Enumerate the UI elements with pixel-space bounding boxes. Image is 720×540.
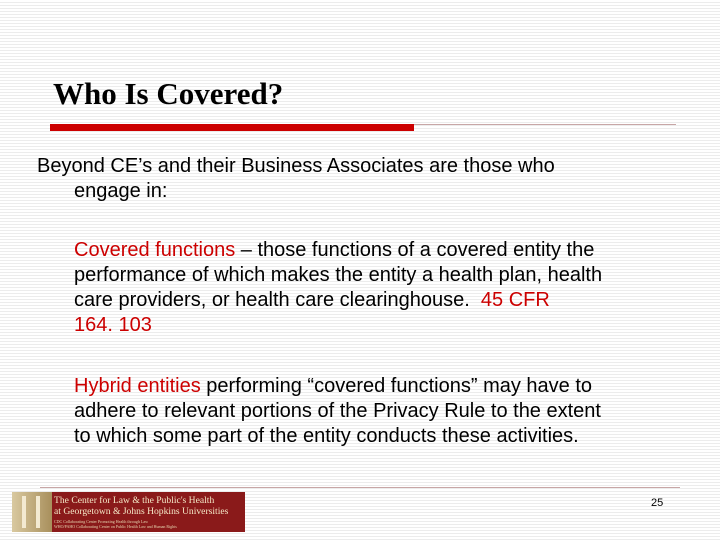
block2-line-1 [74, 374, 689, 399]
logo-line-1: The Center for Law & the Public's Health [54, 495, 215, 506]
cfr-reference-section: 164. 103 [74, 314, 152, 336]
intro-line-1: Beyond CE’s and their Business Associates are those who [37, 155, 555, 177]
logo-line-2: at Georgetown & Johns Hopkins Universities [54, 506, 229, 517]
title-underline-gray [414, 124, 676, 125]
block1-line-2: performance of which makes the entity a health plan, health [74, 264, 603, 286]
footer-divider [40, 487, 680, 488]
hybrid-entities-term: Hybrid entities [74, 375, 201, 397]
covered-functions-paragraph [74, 238, 689, 338]
cfr-reference: 45 CFR [480, 289, 550, 311]
slide-title: Who Is Covered? [53, 76, 284, 111]
block2-line-1-rest: performing “covered functions” may have to [200, 375, 593, 397]
column-emblem-icon [12, 492, 52, 532]
intro-paragraph [37, 154, 677, 204]
block1-line-1 [74, 238, 689, 263]
hybrid-entities-paragraph [74, 374, 689, 449]
block1-line-3 [74, 288, 689, 313]
block2-line-2: adhere to relevant portions of the Privacy Rule to the extent [74, 400, 601, 422]
block1-line-3-text: care providers, or health care clearinghouse. [74, 289, 481, 311]
logo-line-3: CDC Collaborating Center Promoting Health through Law [54, 519, 148, 524]
title-underline-red [50, 124, 414, 131]
covered-functions-term: Covered functions [74, 239, 236, 261]
logo-line-4: WHO/PAHO Collaborating Center on Public Health Law and Human Rights [54, 524, 177, 529]
block2-line-3: to which some part of the entity conducts these activities. [74, 425, 579, 447]
intro-line-2: engage in: [74, 180, 168, 202]
center-logo [12, 492, 245, 532]
page-number: 25 [651, 497, 664, 509]
block1-line-1-rest: – those functions of a covered entity the [235, 239, 595, 261]
